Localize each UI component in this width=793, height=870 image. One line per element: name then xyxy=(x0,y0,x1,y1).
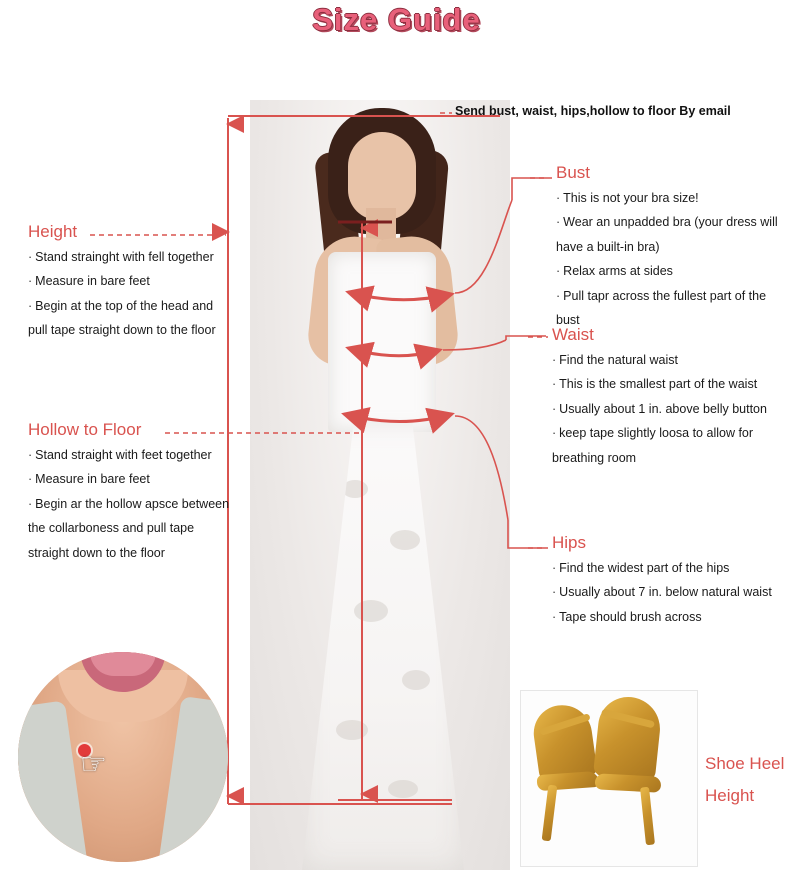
shoe-left-heel xyxy=(542,785,558,842)
list-item: · Measure in bare feet xyxy=(28,472,150,487)
list-item: · Tape should brush across xyxy=(552,609,702,624)
bride-model-photo xyxy=(250,100,510,870)
hips-bullets xyxy=(552,556,784,629)
height-bullets xyxy=(28,245,233,343)
model-face xyxy=(348,132,416,220)
shoe-label-line1: Shoe Heel xyxy=(705,754,785,773)
hips-heading: Hips xyxy=(552,533,587,552)
page-title: Size Guide xyxy=(312,2,481,37)
hollow-to-floor-bullets xyxy=(28,443,233,565)
lace-motif xyxy=(390,530,420,550)
list-item: · Wear an unpadded bra (your dress will have a built-in bra) xyxy=(556,215,778,254)
list-item: · Begin at the top of the head and pull tape straight down to the floor xyxy=(28,298,216,338)
list-item: · This is not your bra size! xyxy=(556,191,699,205)
list-item: · Begin ar the hollow apsce between the collarboness and pull tape straight down to the floor xyxy=(28,496,230,560)
waist-bullets xyxy=(552,348,788,470)
list-item: · Pull tapr across the fullest part of the bust xyxy=(556,288,767,327)
collarbone-hollow-photo xyxy=(18,652,228,862)
shoe-right-heel xyxy=(640,787,655,846)
waist-heading: Waist xyxy=(552,325,594,344)
shoe-right-sole xyxy=(595,773,662,792)
list-item: · Find the widest part of the hips xyxy=(552,561,730,575)
bust-bullets xyxy=(556,186,788,332)
shoe-right-body xyxy=(593,694,663,782)
list-item: · This is the smallest part of the waist xyxy=(552,377,758,392)
pointing-hand-cursor: ☞ xyxy=(80,748,107,781)
hollow-to-floor-heading: Hollow to Floor xyxy=(28,420,142,439)
height-heading: Height xyxy=(28,222,78,241)
list-item: · keep tape slightly loosa to allow for breathing room xyxy=(552,426,754,465)
lace-motif xyxy=(402,670,430,690)
dress-bodice xyxy=(328,252,436,432)
email-instruction: Send bust, waist, hips,hollow to floor By email xyxy=(455,104,731,118)
bust-heading: Bust xyxy=(556,163,591,182)
list-item: · Stand straight with feet together xyxy=(28,448,212,462)
list-item: · Stand strainght with fell together xyxy=(28,250,214,264)
list-item: · Relax arms at sides xyxy=(556,264,673,279)
shoe-label-line2: Height xyxy=(705,786,755,806)
shoe-left-sole xyxy=(537,771,600,791)
section-bust xyxy=(556,163,788,332)
lace-motif xyxy=(388,780,418,798)
shoe-heel-height-label xyxy=(705,748,784,813)
section-waist xyxy=(552,325,788,470)
section-hips xyxy=(552,533,784,629)
list-item: · Usually about 1 in. above belly button xyxy=(552,401,767,416)
list-item: · Find the natural waist xyxy=(552,353,678,367)
list-item: · Usually about 7 in. below natural waist xyxy=(552,585,772,600)
gold-high-heel-shoes-photo xyxy=(520,690,698,867)
list-item: · Measure in bare feet xyxy=(28,274,150,289)
section-hollow-to-floor xyxy=(28,420,233,565)
section-height xyxy=(28,222,233,343)
lace-motif xyxy=(336,720,368,740)
lace-motif xyxy=(354,600,388,622)
